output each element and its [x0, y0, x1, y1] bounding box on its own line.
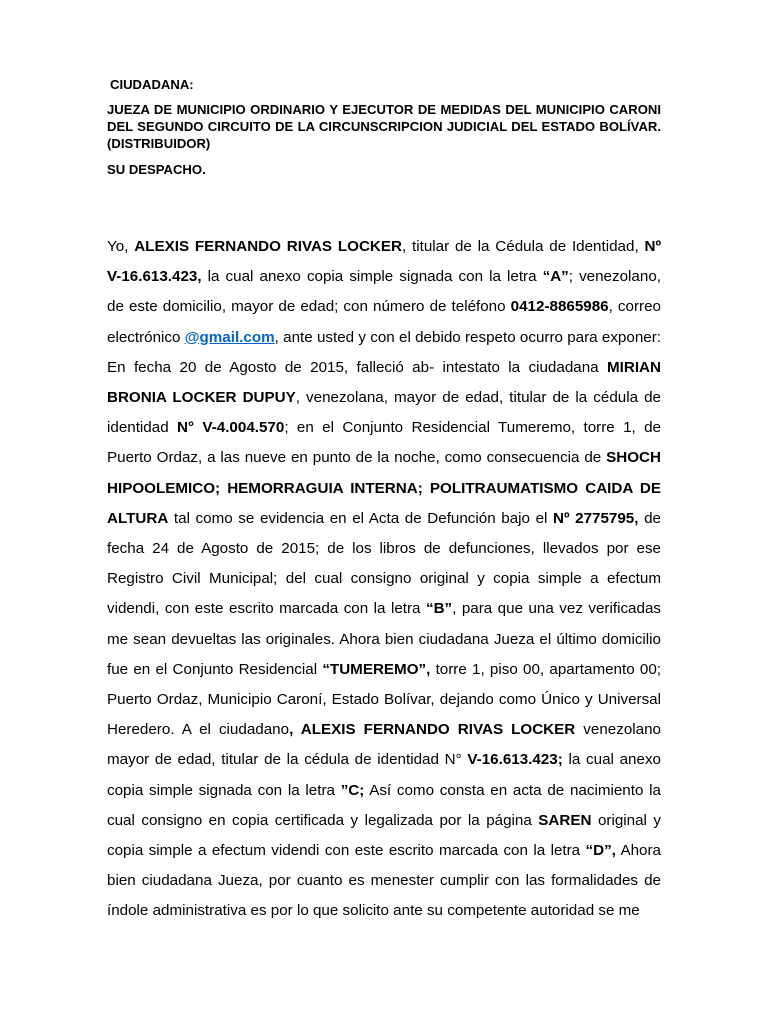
body-paragraph — [107, 232, 661, 927]
body-text: ; venezolano, de este domicilio, mayor de edad; con número de teléfono — [107, 268, 661, 316]
bold-text: , ALEXIS FERNANDO RIVAS LOCKER — [289, 721, 576, 739]
bold-text: “A” — [542, 268, 569, 286]
body-text: , correo electrónico — [107, 298, 661, 346]
body-text: , para que una vez verificadas me sean devueltas las originales. Ahora bien ciudadana Jueza el último domicilio fue en el Conjunto Residencial — [107, 600, 661, 678]
body-text: venezolano mayor de edad, titular de la cédula de identidad N° — [107, 721, 661, 769]
bold-text: ”C; — [340, 781, 365, 799]
body-text: Ahora bien ciudadana Jueza, por cuanto es menester cumplir con las formalidades de índole administrativa es por lo que solicito ante su competente autoridad se me — [107, 842, 661, 920]
body-text: , ante usted y con el debido respeto ocurro para exponer: En fecha 20 de Agosto de 2015, falleció ab- intestato la ciudadana — [107, 328, 661, 376]
bold-text: “D”, — [585, 842, 616, 860]
bold-text: V-16.613.423; — [467, 751, 563, 769]
body-text: de fecha 24 de Agosto de 2015; de los libros de defunciones, llevados por ese Registro Civil Municipal; del cual consigno original y copia simple a efectum videndi, con este escrito marcada con la letra — [107, 509, 661, 618]
body-text: Yo, — [107, 238, 135, 255]
body-text: , titular de la Cédula de Identidad, — [401, 238, 645, 255]
despacho-heading: SU DESPACHO. — [107, 162, 206, 177]
bold-text: SHOCH HIPOOLEMICO; HEMORRAGUIA INTERNA; POLITRAUMATISMO CAIDA DE ALTURA — [107, 449, 661, 527]
body-text: , venezolana, mayor de edad, titular de la cédula de identidad — [107, 389, 661, 437]
bold-text: ALEXIS FERNANDO RIVAS LOCKER — [134, 238, 402, 255]
body-text: la cual anexo copia simple signada con la letra — [107, 751, 661, 799]
body-text: Así como consta en acta de nacimiento la cual consigno en copia certificada y legalizada por la página — [107, 781, 661, 829]
bold-text: MIRIAN BRONIA LOCKER DUPUY — [107, 358, 661, 407]
bold-text: Nº 2775795, — [553, 509, 639, 527]
body-text: ; en el Conjunto Residencial Tumeremo, torre 1, de Puerto Ordaz, a las nueve en punto de la noche, como consecuencia de — [107, 419, 661, 467]
email-link[interactable]: @gmail.com — [184, 328, 275, 346]
body-text: la cual anexo copia simple signada con la letra — [201, 268, 543, 286]
bold-text: “TUMEREMO”, — [322, 660, 431, 678]
bold-text: 0412-8865986 — [510, 298, 609, 316]
addressee-heading: CIUDADANA: — [110, 77, 194, 92]
bold-text: “B” — [425, 600, 453, 618]
bold-text: N° V-4.004.570 — [177, 419, 285, 437]
bold-text: SAREN — [538, 811, 592, 829]
bold-text: Nº V-16.613.423, — [107, 238, 661, 286]
body-text: tal como se evidencia en el Acta de Defunción bajo el — [168, 509, 554, 527]
court-heading: JUEZA DE MUNICIPIO ORDINARIO Y EJECUTOR DE MEDIDAS DEL MUNICIPIO CARONI DEL SEGUNDO CIRCUITO DE LA CIRCUNSCRIPCION JUDICIAL DEL ESTADO BOLÍVAR. (DISTRIBUIDOR) — [107, 102, 661, 151]
body-text: torre 1, piso 00, apartamento 00; Puerto Ordaz, Municipio Caroní, Estado Bolívar, dejando como Único y Universal Heredero. A el ciudadano — [107, 660, 662, 739]
body-text: original y copia simple a efectum videndi con este escrito marcada con la letra — [107, 811, 661, 860]
